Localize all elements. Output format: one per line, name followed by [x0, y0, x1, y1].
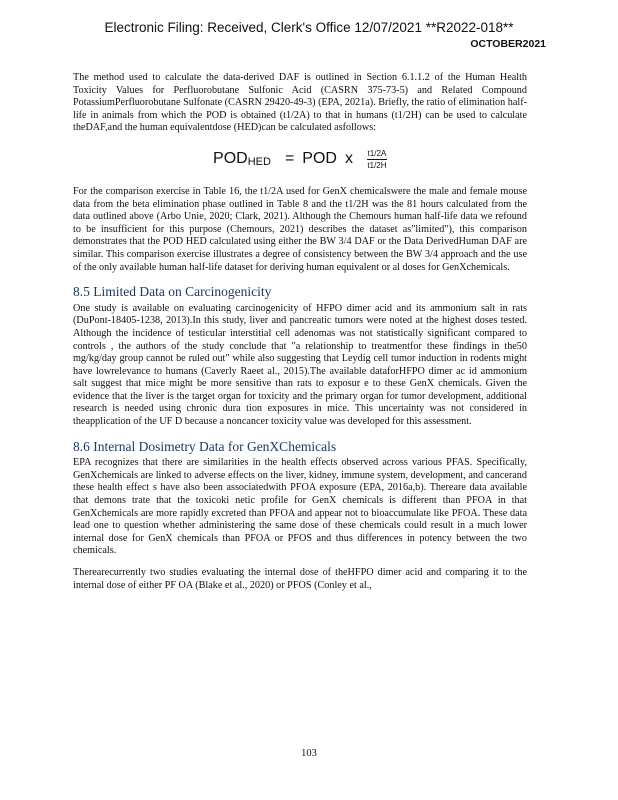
document-body: [73, 72, 527, 601]
equation-rhs: POD: [302, 150, 337, 168]
month-label: OCTOBER2021: [470, 38, 546, 50]
section-8-6-heading: 8.6 Internal Dosimetry Data for GenXChemicals: [73, 438, 337, 454]
equation-equals: =: [284, 150, 295, 168]
equation-lhs-subscript: HED: [247, 156, 271, 169]
comparison-paragraph: For the comparison exercise in Table 16, the t1/2A used for GenX chemicalswere the male and female mouse data from the beta elimination phase outlined in Table 8 and the t1/2H was the 81 hours calculated from the data outlined above (Arbo Unie, 2020; Clark, 2021). Although the Chemours human half-life data we refound to be insufficient for this purpose (Chemours, 2021) describes the dataset as"limited"), this comparison demonstrates that the POD HED calculated using either the BW 3/4 DAF or the Data DerivedHuman DAF are similar. This comparison exercise illustrates a degree of consistency between the BW 3/4 approach and the use of the only available human half-life dataset for deriving human equivalent or al doses for GenXchemicals.: [73, 185, 527, 273]
hed-equation: [73, 149, 527, 170]
equation-times: x: [344, 150, 353, 168]
filing-header: Electronic Filing: Received, Clerk's Office 12/07/2021 **R2022-018**: [104, 20, 514, 35]
section-8-5-body: One study is available on evaluating carcinogenicity of HFPO dimer acid and its ammonium salt in rats (DuPont-18405-1238, 2013).In this study, liver and pancreatic tumors were noted at the highest doses tested. Although the incidence of testicular interstitial cell adenomas was not statistically significant compared to controls , the authors of the study conclude that "a relationship to treatmentfor these findings in the50 mg/kg/day group cannot be ruled out" while also suggesting that Leydig cell tumor induction in rodents might have lowrelevance to humans (Caverly Raeet al., 2015).The available dataforHFPO dimer ac id ammonium salt suggest that mice might be more sensitive than rats to exposur e to these GenX chemicals. Given the evidence that the liver is the target organ for toxicity and the primary organ for tumor development, additional research is needed using chronic dura tion exposures in mice. This uncertainty was not considered in theapplication of the UF D because a noncancer toxicity value was developed for this assessment.: [73, 302, 527, 428]
fraction-denominator: t1/2H: [367, 160, 387, 170]
fraction-bar: [367, 159, 387, 160]
fraction-numerator: t1/2A: [367, 148, 387, 158]
section-8-6-body-2: Therearecurrently two studies evaluating the internal dose of theHFPO dimer acid and comparing it to the internal dose of either PF OA (Blake et al., 2020) or PFOS (Conley et al.,: [73, 567, 527, 591]
intro-paragraph: The method used to calculate the data-derived DAF is outlined in Section 6.1.1.2 of the Human Health Toxicity Values for Perfluorobutane Sulfonic Acid (CASRN 375-73-5) and Related Compound PotassiumPerfluorobutane Sulfonate (CASRN 29420-49-3) (EPA, 2021a). Briefly, the ratio of elimination half-life in animals from which the POD is obtained (t1/2A) to that in humans (t1/2H) can be used to calculate theDAF,and the human equivalentdose (HED)can be calculated asfollows:: [73, 72, 527, 134]
equation-fraction: [367, 149, 387, 170]
section-8-6-body-1: EPA recognizes that there are similarities in the health effects observed across various PFAS. Specifically, GenXchemicals are linked to adverse effects on the liver, kidney, immune system, development, and cancerand these health effect s have also been associatedwith PFOA exposure (EPA, 2016a,b). Thereare data available that demons trate that the toxicoki netic profile for GenX chemicals is different than PFOA in that GenXchemicals are more rapidly excreted than PFOA and appear not to bioaccumulate like PFOA. These data lead one to question whether administering the same dose of these chemicals could result in a much lower internal dose for GenX chemicals than PFOA or PFOS and thus differences in potency between the two chemicals.: [73, 457, 527, 557]
page-number: 103: [301, 748, 317, 759]
section-8-5-heading: 8.5 Limited Data on Carcinogenicity: [73, 284, 272, 300]
equation-lhs: POD: [213, 150, 248, 168]
